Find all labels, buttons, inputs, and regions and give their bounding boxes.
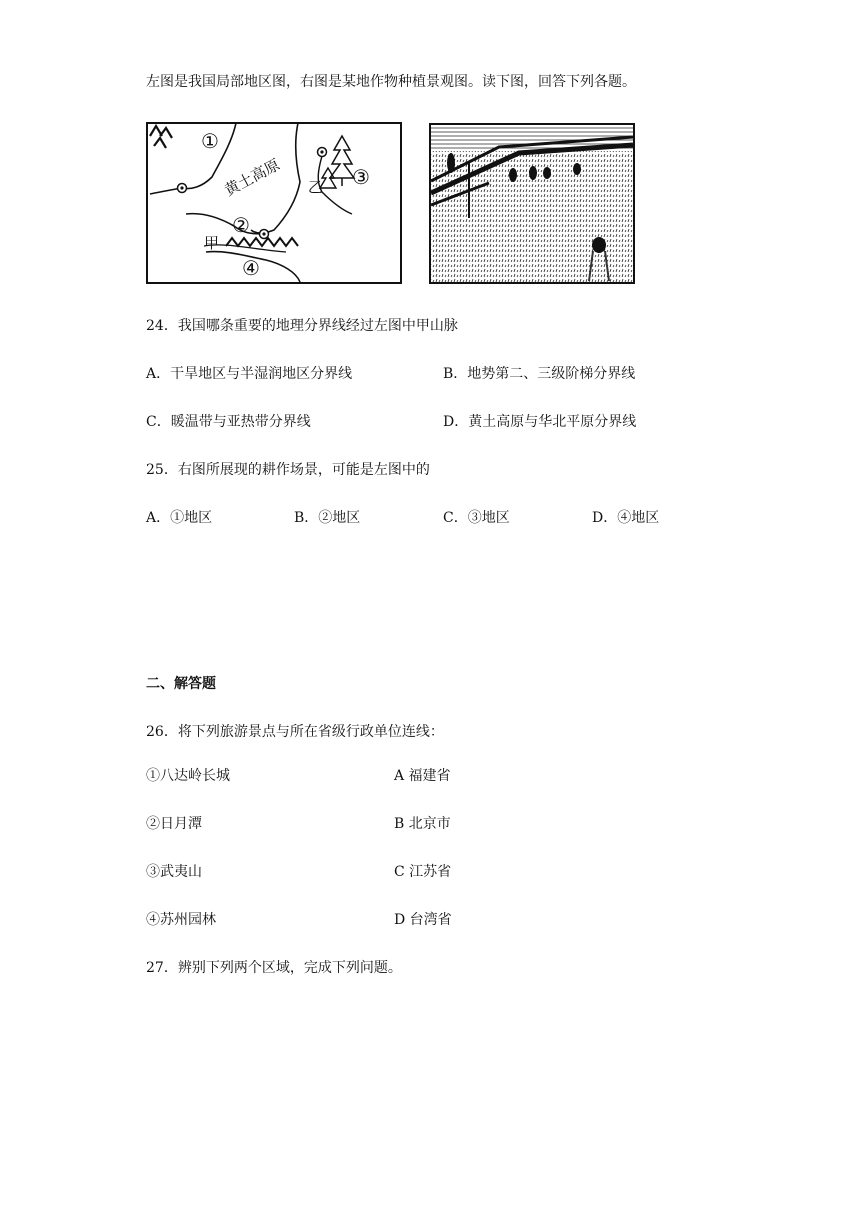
q25-stem: 25．右图所展现的耕作场景，可能是左图中的	[146, 462, 430, 478]
q24-stem: 24．我国哪条重要的地理分界线经过左图中甲山脉	[146, 318, 458, 334]
q25-option-c: C．③地区	[443, 510, 510, 526]
q26-left-item: ④苏州园林	[146, 912, 216, 928]
q25-option-d: D．④地区	[592, 510, 660, 526]
label-loess-plateau: 黄土高原	[221, 155, 283, 200]
marker-4: ④	[242, 256, 260, 280]
marker-3: ③	[352, 165, 370, 189]
paddy-field-figure	[429, 123, 635, 284]
q24-option-b: B．地势第二、三级阶梯分界线	[443, 366, 636, 382]
q26-right-item: A 福建省	[394, 768, 451, 784]
q26-left-item: ①八达岭长城	[146, 768, 230, 784]
q26-stem: 26．将下列旅游景点与所在省级行政单位连线：	[146, 724, 444, 740]
q26-right-item: D 台湾省	[394, 912, 452, 928]
q26-right-item: C 江苏省	[394, 864, 452, 880]
q24-option-a: A．干旱地区与半湿润地区分界线	[146, 366, 353, 382]
q24-option-c: C．暖温带与亚热带分界线	[146, 414, 311, 430]
section-heading: 二、解答题	[146, 676, 216, 692]
q26-right-item: B 北京市	[394, 816, 451, 832]
intro-text: 左图是我国局部地区图，右图是某地作物种植景观图。读下图，回答下列各题。	[146, 74, 636, 90]
label-jia: 甲	[204, 234, 220, 252]
region-map-figure	[146, 122, 402, 284]
q25-option-a: A．①地区	[146, 510, 213, 526]
marker-2: ②	[232, 213, 250, 237]
q26-left-item: ③武夷山	[146, 864, 202, 880]
q25-option-b: B．②地区	[294, 510, 361, 526]
q26-left-item: ②日月潭	[146, 816, 202, 832]
marker-1: ①	[201, 129, 219, 153]
q27-stem: 27．辨别下列两个区域，完成下列问题。	[146, 960, 402, 976]
q24-option-d: D．黄土高原与华北平原分界线	[443, 414, 637, 430]
label-yi: 乙	[308, 178, 324, 196]
